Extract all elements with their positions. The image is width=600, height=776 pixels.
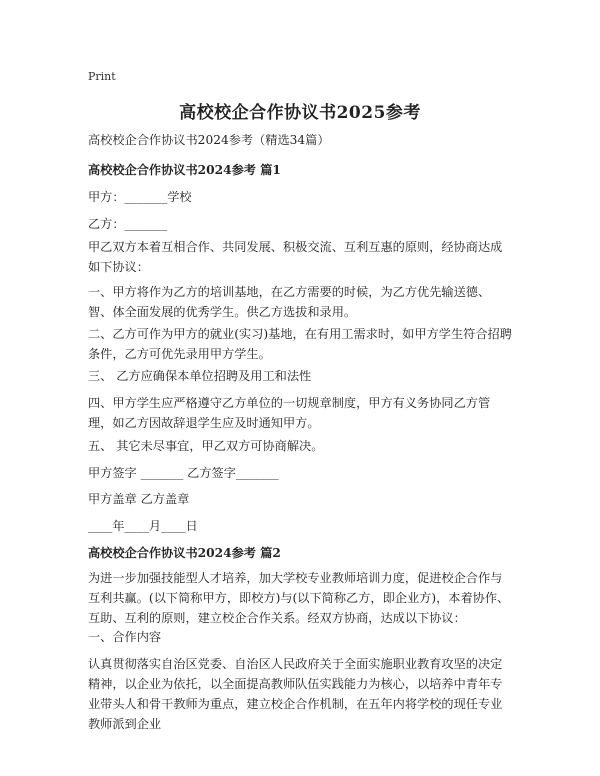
content-paragraph: 认真贯彻落实自治区党委、自治区人民政府关于全面实施职业教育攻坚的决定精神，以企业为依托，以全面提高教师队伍实践能力为核心，以培养中青年专业带头人和骨干教师为重点，建立校企合作机制，在五年内将学校的现任专业教师派到企业 bbox=[88, 657, 503, 731]
signature-line: 甲方签字 _______ 乙方签字_______ bbox=[88, 466, 279, 480]
date-line: ____年____月____日 bbox=[88, 519, 198, 533]
item-1: 一、甲方将作为乙方的培训基地，在乙方需要的时候，为乙方优先输送德、智、体全面发展的优秀学生。供乙方选拔和录用。 bbox=[88, 285, 491, 319]
intro-paragraph: 甲乙双方本着互相合作、共同发展、积极交流、互利互惠的原则，经协商达成如下协议： bbox=[88, 240, 503, 274]
section2-heading: 高校校企合作协议书2024参考 篇2 bbox=[88, 546, 281, 560]
content-heading: 一、合作内容 bbox=[88, 630, 162, 644]
item-5: 五、 其它未尽事宜，甲乙双方可协商解决。 bbox=[88, 439, 324, 453]
section1-heading: 高校校企合作协议书2024参考 篇1 bbox=[88, 163, 281, 177]
seal-line: 甲方盖章 乙方盖章 bbox=[88, 492, 190, 506]
item-3: 三、 乙方应确保本单位招聘及用工和法性 bbox=[88, 369, 312, 383]
document-subtitle: 高校校企合作协议书2024参考（精选34篇） bbox=[88, 133, 330, 147]
party-b-line: 乙方：_______ bbox=[88, 217, 168, 231]
print-label[interactable]: Print bbox=[88, 70, 116, 83]
party-a-line: 甲方：_______学校 bbox=[88, 190, 192, 204]
document-title: 高校校企合作协议书2025参考 bbox=[179, 103, 421, 123]
item-4: 四、甲方学生应严格遵守乙方单位的一切规章制度，甲方有义务协同乙方管理，如乙方因故辞退学生应及时通知甲方。 bbox=[88, 396, 491, 430]
item-2: 二、乙方可作为甲方的就业(实习)基地，在有用工需求时，如甲方学生符合招聘条件，乙方可优先录用甲方学生。 bbox=[88, 327, 512, 361]
section2-intro: 为进一步加强技能型人才培养，加大学校专业教师培训力度，促进校企合作与互利共赢。(以下简称甲方，即校方)与(以下简称乙方，即企业方)，本着协作、互助、互利的原则，建立校企合作关系。经双方协商，达成以下协议： bbox=[88, 571, 510, 625]
